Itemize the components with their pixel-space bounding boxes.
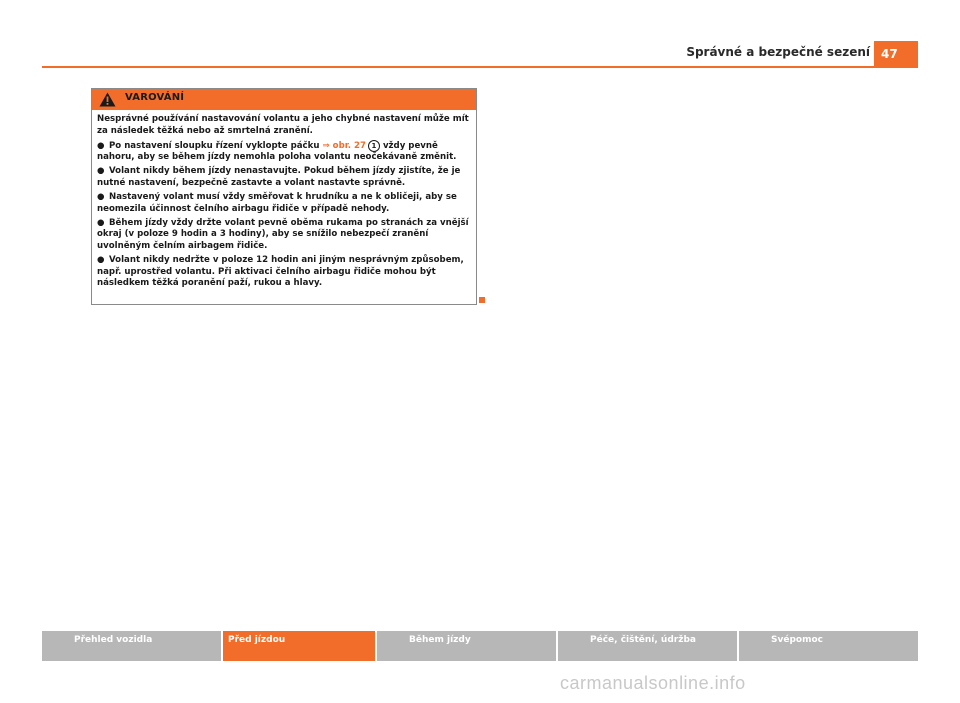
warning-header	[92, 89, 476, 110]
warning-intro: Nesprávné používání nastavování volantu a jeho chybné nastavení může mít za následek těžká nebo až smrtelná zranění.	[97, 114, 469, 136]
figure-reference-link[interactable]: ⇒ obr. 27	[322, 140, 366, 151]
warning-item-text: Po nastavení sloupku řízení vyklopte páčku	[109, 140, 323, 151]
warning-item-text: Během jízdy vždy držte volant pevně oběma rukama po stranách za vnější okraj (v poloze 9 hodin a 3 hodiny), aby se snížilo nebezpečí zranění uvolněným čelním airbagem řidiče.	[97, 217, 469, 251]
warning-triangle-icon	[99, 92, 116, 107]
nav-tab-pece-cisteni-udrzba[interactable]: Péče, čištění, údržba	[558, 631, 737, 661]
warning-item	[97, 140, 472, 164]
watermark: carmanualsonline.info	[560, 673, 746, 693]
page-number: 47	[874, 41, 918, 67]
nav-tab-svepomoc[interactable]: Svépomoc	[739, 631, 918, 661]
warning-item	[97, 255, 472, 290]
bullet-icon: ●	[97, 192, 105, 203]
warning-item-text: Volant nikdy během jízdy nenastavujte. Pokud během jízdy zjistíte, že je nutné nastavení, bezpečně zastavte a volant nastavte správně.	[97, 166, 461, 188]
footer-navigation	[42, 631, 918, 661]
nav-tab-behem-jizdy[interactable]: Během jízdy	[377, 631, 556, 661]
warning-item-text: vždy pevně nahoru, aby se během jízdy nemohla poloha volantu neočekávaně změnit.	[97, 140, 457, 163]
warning-title: VAROVÁNÍ	[125, 92, 185, 103]
warning-item	[97, 166, 472, 189]
bullet-icon: ●	[97, 166, 105, 177]
header-divider	[42, 66, 918, 68]
section-end-marker	[479, 297, 485, 303]
bullet-icon: ●	[97, 140, 105, 151]
bullet-icon: ●	[97, 255, 105, 266]
nav-tab-prehled-vozidla[interactable]: Přehled vozidla	[42, 631, 221, 661]
warning-item-text: Volant nikdy nedržte v poloze 12 hodin ani jiným nesprávným způsobem, např. uprostřed volantu. Při aktivaci čelního airbagu řidiče mohou být následkem těžká poranění paží, rukou a hlavy.	[97, 255, 464, 289]
callout-marker: 1	[368, 140, 380, 152]
warning-body	[92, 110, 476, 290]
nav-tab-pred-jizdou[interactable]: Před jízdou	[223, 631, 375, 661]
warning-item	[97, 218, 472, 253]
warning-item	[97, 192, 472, 215]
bullet-icon: ●	[97, 217, 105, 228]
page-title: Správné a bezpečné sezení	[686, 45, 870, 59]
warning-box	[91, 88, 477, 305]
warning-item-text: Nastavený volant musí vždy směřovat k hrudníku a ne k obličeji, aby se neomezila účinnost čelního airbagu řidiče v případě nehody.	[97, 192, 457, 214]
